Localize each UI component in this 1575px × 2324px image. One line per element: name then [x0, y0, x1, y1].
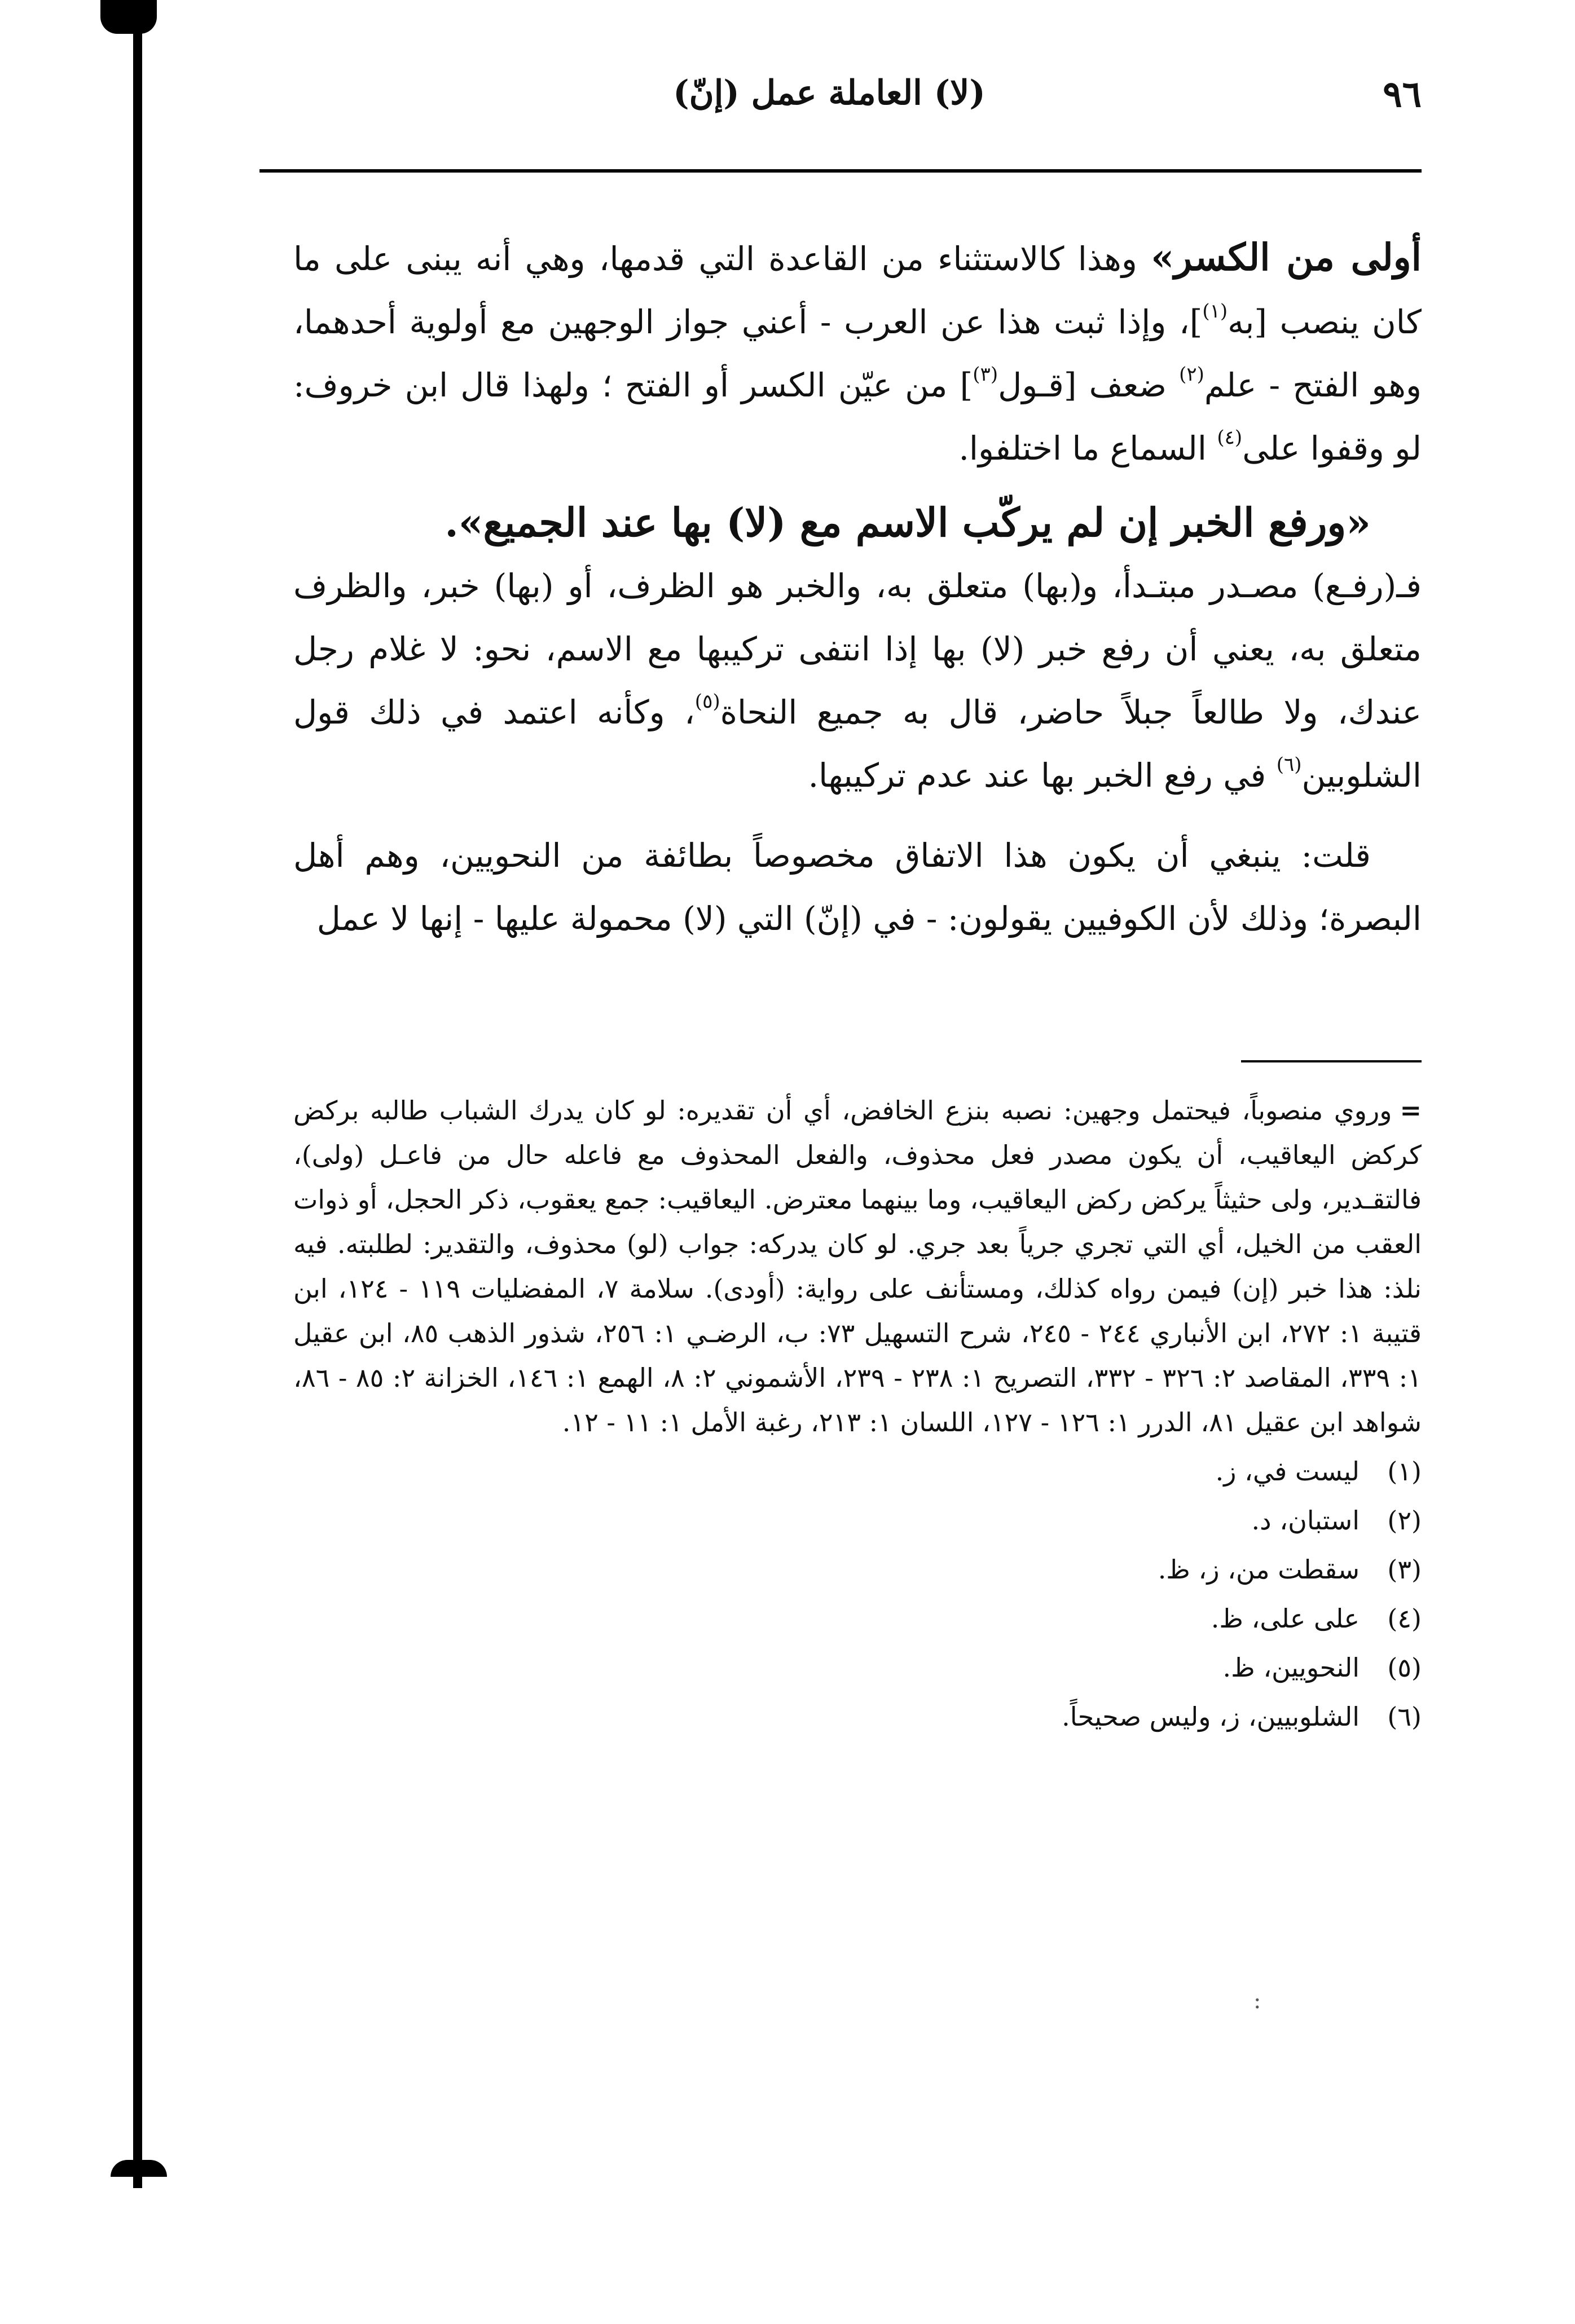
footnote-item: (١)ليست في، ز. [1215, 1456, 1422, 1487]
page-number: ٩٦ [1383, 73, 1422, 116]
footnote-ref-2: (٢) [1179, 363, 1204, 386]
footnote-item: (٥)النحويين، ظ. [1222, 1652, 1422, 1683]
footnote-continuation: =وروي منصوباً، فيحتمل وجهين: نصبه بنزع الخافض، أي أن تقديره: لو كان يدرك الشباب طالبه بركض كركض اليعاقيب، أن يكون مصدر فعل محذوف، والفعل المحذوف مع فاعله حال من فاعـل (ولى)، فالتقـدير، ولى حثيثاً يركض ركض اليعاقيب، وما بينهما معترض. اليعاقيب: جمع يعقوب، ذكر الحجل، أو ذوات العقب من الخيل، أي التي تجري جرياً بعد جري. لو كان يدركه: جواب (لو) محذوف، والتقدير: لطلبته. فيه نلذ: هذا خبر (إن) فيمن رواه كذلك، ومستأنف على رواية: (أودى). سلامة ٧، المفضليات ١١٩ - ١٢٤، ابن قتيبة ١: ٢٧٢، ابن الأنباري ٢٤٤ - ٢٤٥، شرح التسهيل ٧٣: ب، الرضـي ١: ٢٥٦، شذور الذهب ٨٥، ابن عقيل ١: ٣٣٩، المقاصد ٢: ٣٢٦ - ٣٣٢، التصريح ١: ٢٣٨ - ٢٣٩، الأشموني ٢: ٨، الهمع ١: ١٤٦، الخزانة ٢: ٨٥ - ٨٦، شواهد ابن عقيل ٨١، الدرر ١: ١٢٦ - ١٢٧، اللسان ١: ٢١٣، رغبة الأمل ١: ١١ - ١٢. [293, 1095, 1422, 1437]
footnote-item: (٤)على على، ظ. [1211, 1603, 1422, 1634]
bold-phrase: أولى من الكسر» [1151, 235, 1422, 279]
stray-mark: : [1253, 1988, 1261, 2014]
footnote-item: (٢)استبان، د. [1251, 1505, 1422, 1536]
running-title: (لا) العاملة عمل (إنّ) [673, 73, 986, 113]
footnote-separator [1241, 1060, 1422, 1062]
paragraph-3: قلت: ينبغي أن يكون هذا الاتفاق مخصوصاً بطائفة من النحويين، وهم أهل البصرة؛ وذلك لأن الكوفيين يقولون: - في (إنّ) التي (لا) محمولة عليها - إنها لا عمل [293, 836, 1422, 938]
footnote-list [293, 1447, 1422, 1741]
footnote-ref-1: (١) [1202, 300, 1228, 323]
paragraph-2: فـ(رفـع) مصـدر مبتـدأ، و(بها) متعلق به، والخبر هو الظرف، أو (بها) خبر، والظرف متعلق به، يعني أن رفع خبر (لا) بها إذا انتفى تركيبها مع الاسم، نحو: لا غلام رجل عندك، ولا طالعاً جبلاً حاضر، قال به جميع النحاة$^{(٥)}$، وكأنه اعتمد في ذلك قول الشلوبين$^{(٦)}$ في رفع الخبر بها عند عدم تركيبها. [293, 567, 1422, 795]
main-text [293, 226, 1422, 950]
paragraph-1: أولى من الكسر» وهذا كالاستثناء من القاعدة التي قدمها، وهي أنه يبنى على ما كان ينصب [به$^{(١)}$]، وإذا ثبت هذا عن العرب - أعني جواز الوجهين مع أولوية أحدهما، وهو الفتح - علم$^{(٢)}$ ضعف [قـول$^{(٣)}$] من عيّن الكسر أو الفتح ؛ ولهذا قال ابن خروف: لو وقفوا على$^{(٤)}$ السماع ما اختلفوا. [293, 235, 1422, 468]
page-header [265, 73, 1422, 135]
footnotes [293, 1088, 1422, 1741]
continuation-mark: = [1400, 1095, 1422, 1126]
footnote-ref-3: (٣) [973, 363, 998, 386]
header-rule [259, 169, 1422, 173]
binding-edge-bottom [111, 2160, 167, 2177]
footnote-ref-4: (٤) [1217, 426, 1243, 449]
footnote-ref-5: (٥) [694, 690, 720, 713]
quoted-rule-heading: «ورفع الخبر إن لم يركّب الاسم مع (لا) بها عند الجميع». [445, 499, 1371, 546]
footnote-ref-6: (٦) [1276, 753, 1302, 776]
footnote-item: (٣)سقطت من، ز، ظ. [1158, 1554, 1422, 1585]
footnote-item: (٦)الشلوبيين، ز، وليس صحيحاً. [1062, 1701, 1422, 1732]
binding-edge [133, 0, 142, 2188]
binding-edge-top [100, 0, 157, 34]
